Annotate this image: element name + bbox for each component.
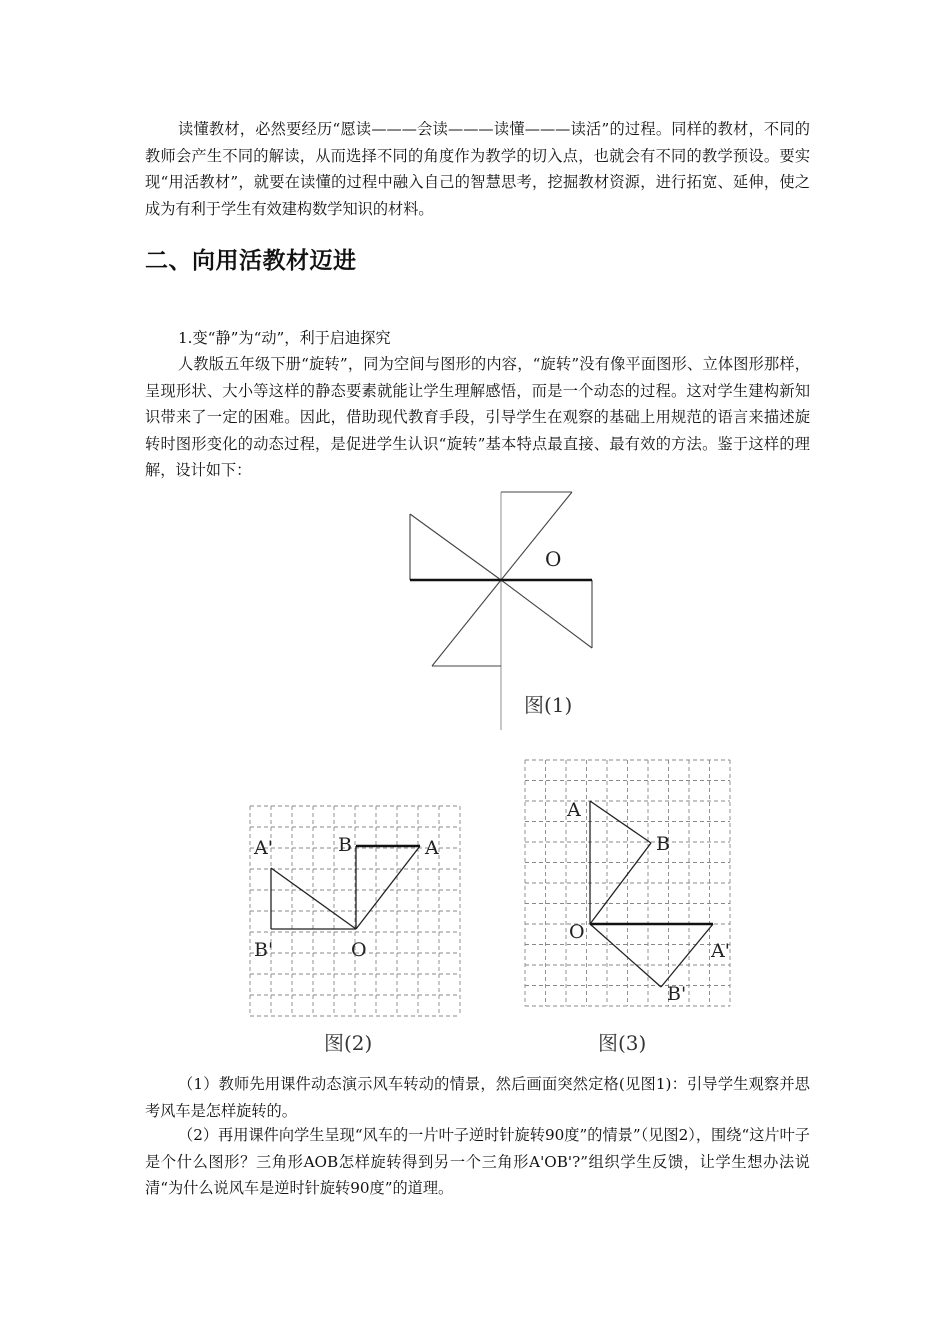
step-2-paragraph: （2）再用课件向学生呈现“风车的一片叶子逆时针旋转90度”的情景”（见图2），围绕“这片叶子是个什么图形？三角形AOB怎样旋转得到另一个三角形A'OB'?”组织学生反馈，让学生想办法说清“为什么说风车是逆时针旋转90度”的道理。 — [145, 1126, 810, 1197]
figure-2-rotation-grid — [240, 798, 480, 1068]
fig3-label-a: A — [567, 799, 581, 821]
fig3-caption: 图(3) — [598, 1031, 647, 1055]
fig2-label-b: B — [338, 834, 352, 856]
fig1-center-label: O — [545, 547, 562, 571]
fig2-label-a: A — [425, 837, 439, 859]
fig2-label-o: O — [351, 939, 367, 961]
fig3-label-a-prime: A' — [711, 940, 730, 962]
fig1-caption: 图(1) — [524, 693, 573, 717]
fig3-label-b: B — [656, 833, 670, 855]
fig2-label-b-prime: B' — [254, 939, 274, 961]
intro-paragraph: 读懂教材，必然要经历“愿读———会读———读懂———读活”的过程。同样的教材，不同的教师会产生不同的解读，从而选择不同的角度作为教学的切入点，也就会有不同的教学预设。要实现“用活教材”，就要在读懂的过程中融入自己的智慧思考，挖掘教材资源，进行拓宽、延伸，使之成为有利于学生有效建构数学知识的材料。 — [145, 120, 810, 218]
subheading: 1.变“静”为“动”，利于启迪探究 — [178, 329, 391, 347]
body-paragraph: 人教版五年级下册“旋转”，同为空间与图形的内容，“旋转”没有像平面图形、立体图形那样，呈现形状、大小等这样的静态要素就能让学生理解感悟，而是一个动态的过程。这对学生建构新知识带来了一定的困难。因此，借助现代教育手段，引导学生在观察的基础上用规范的语言来描述旋转时图形变化的动态过程，是促进学生认识“旋转”基本特点最直接、最有效的方法。鉴于这样的理解，设计如下： — [145, 355, 810, 479]
figure-1-pinwheel — [400, 486, 610, 736]
fig3-label-b-prime: B' — [667, 983, 687, 1005]
step-1-paragraph: （1）教师先用课件动态演示风车转动的情景，然后画面突然定格(见图1)：引导学生观察并思考风车是怎样旋转的。 — [145, 1075, 810, 1120]
fig2-label-a-prime: A' — [254, 837, 273, 859]
fig2-caption: 图(2) — [324, 1031, 373, 1055]
fig3-label-o: O — [569, 921, 585, 943]
section-heading: 二、向用活教材迈进 — [145, 248, 357, 274]
figure-3-rotation-grid — [515, 752, 755, 1062]
